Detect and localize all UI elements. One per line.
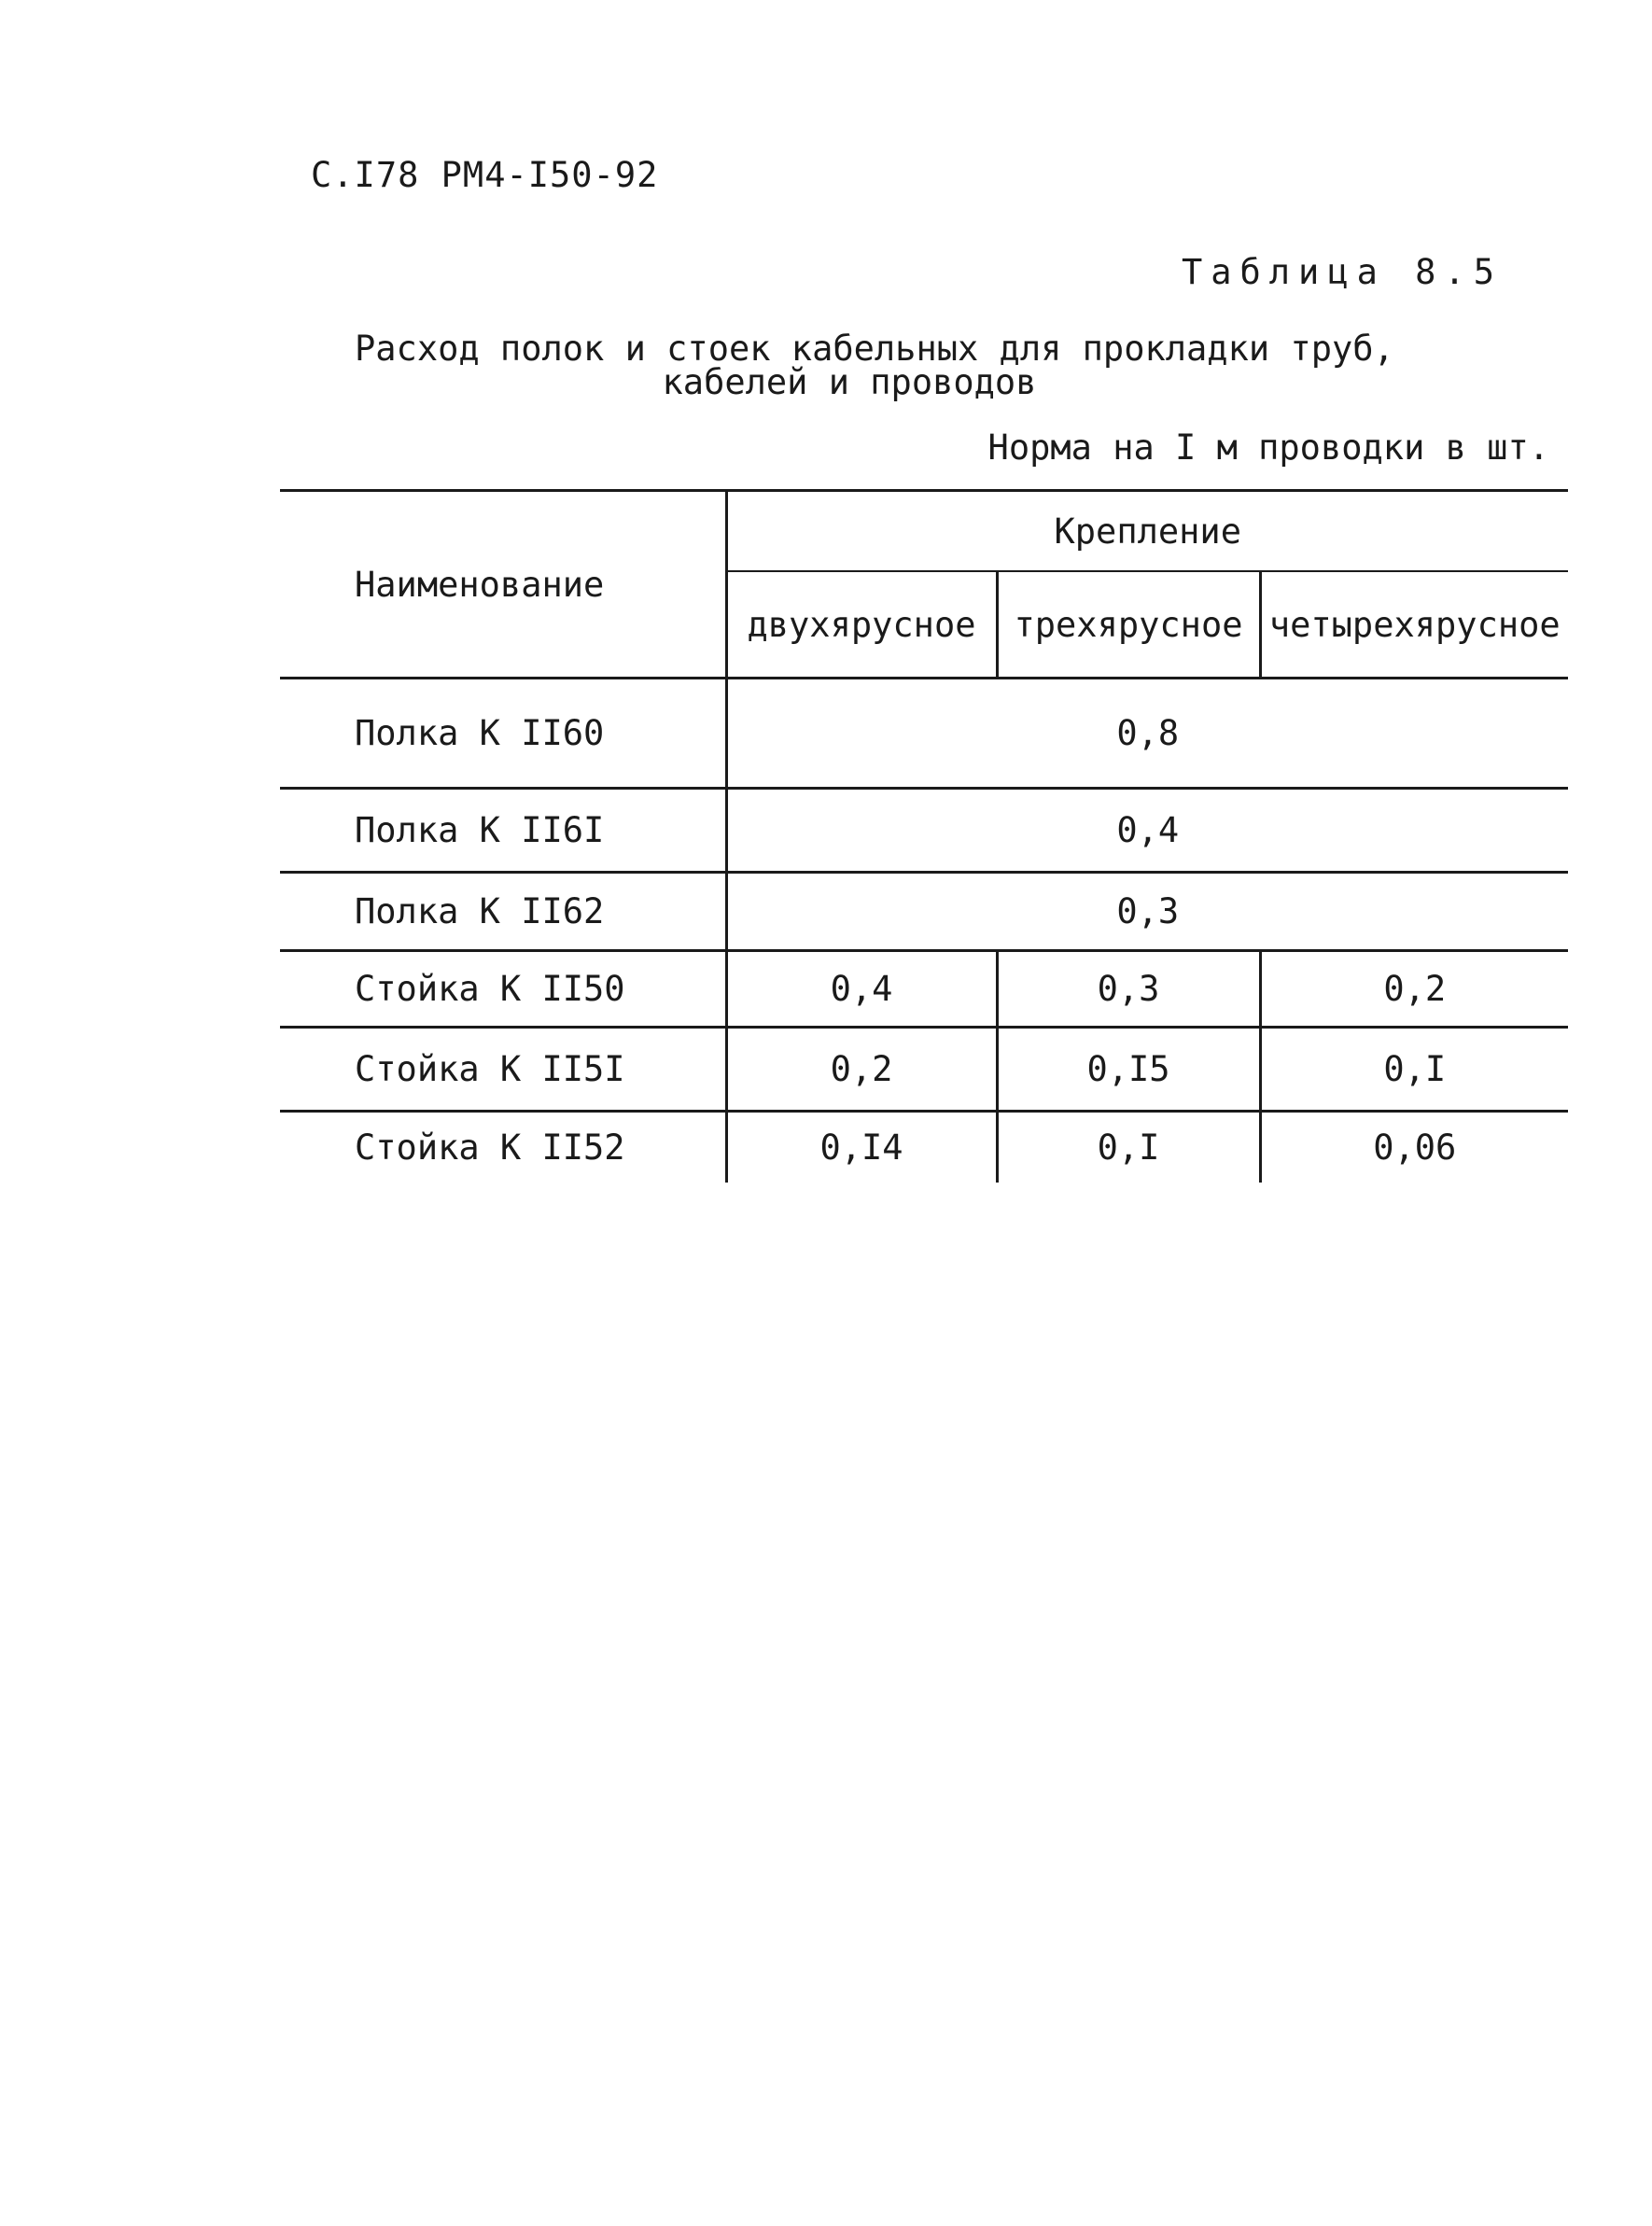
row-value: 0,4	[726, 789, 1568, 873]
column-header-name: Наименование	[280, 491, 726, 679]
table-title-line-1: Расход полок и стоек кабельных для прокладки труб,	[355, 329, 1394, 369]
column-header-fastening: Крепление	[726, 491, 1568, 572]
row-name: Стойка К II50	[280, 951, 726, 1028]
cell-two-tier: 0,4	[726, 951, 997, 1028]
page-reference: С.I78 РМ4-I50-92	[311, 155, 659, 195]
column-header-three-tier: трехярусное	[997, 571, 1260, 679]
cell-three-tier: 0,3	[997, 951, 1260, 1028]
row-name: Полка К II62	[280, 873, 726, 951]
table-title-line-2: кабелей и проводов	[662, 362, 1037, 402]
table-row	[280, 1028, 1568, 1112]
table-row	[280, 951, 1568, 1028]
column-header-two-tier: двухярусное	[726, 571, 997, 679]
row-value: 0,8	[726, 679, 1568, 789]
table-title	[355, 329, 1394, 402]
table-row	[280, 873, 1568, 951]
row-name: Полка К II6I	[280, 789, 726, 873]
table-row	[280, 789, 1568, 873]
row-name: Стойка К II52	[355, 1127, 625, 1168]
consumption-table	[280, 489, 1568, 1183]
table-number-label: Таблица 8.5	[1181, 252, 1503, 292]
cell-four-tier: 0,2	[1260, 951, 1568, 1028]
table-row	[280, 679, 1568, 789]
cell-two-tier: 0,I4	[726, 1112, 997, 1183]
table-row	[280, 1112, 1568, 1183]
column-header-four-tier: четырехярусное	[1260, 571, 1568, 679]
cell-three-tier: 0,I	[997, 1112, 1260, 1183]
row-name: Полка К II60	[280, 679, 726, 789]
cell-three-tier: 0,I5	[997, 1028, 1260, 1112]
cell-two-tier: 0,2	[726, 1028, 997, 1112]
cell-four-tier: 0,I	[1260, 1028, 1568, 1112]
unit-note: Норма на I м проводки в шт.	[987, 427, 1549, 468]
row-name: Стойка К II5I	[280, 1028, 726, 1112]
cell-four-tier: 0,06	[1260, 1112, 1568, 1183]
row-value: 0,3	[726, 873, 1568, 951]
